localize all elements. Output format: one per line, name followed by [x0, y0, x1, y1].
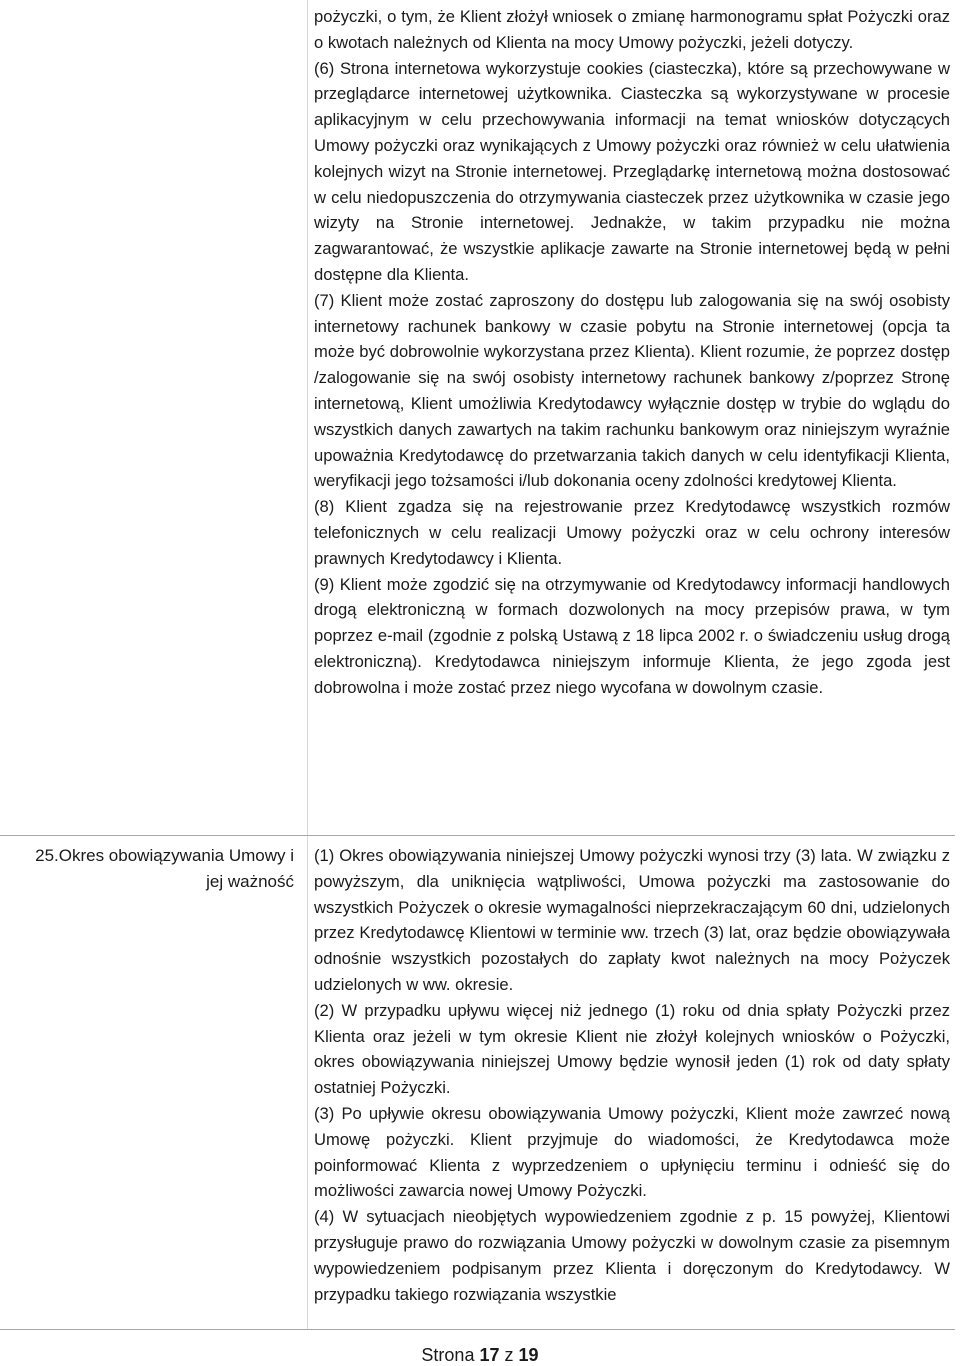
paragraph: pożyczki, o tym, że Klient złożył wniosek o zmianę harmonogramu spłat Pożyczki oraz o kwotach należnych od Klienta na mocy Umowy pożyczki, jeżeli dotyczy. — [314, 7, 950, 52]
page-separator: z — [504, 1345, 514, 1365]
section-heading — [14, 843, 294, 895]
continued-section-text — [314, 4, 950, 701]
current-page: 17 — [479, 1345, 500, 1365]
column-divider — [307, 0, 308, 1330]
section-25-text — [314, 843, 950, 1307]
paragraph-bank-access: (7) Klient może zostać zaproszony do dostępu lub zalogowania się na swój osobisty internetowy rachunek bankowy w czasie pobytu na Stronie internetowej (opcja ta może być dobrowolnie wykorzystana przez Klienta). Klient rozumie, że poprzez dostęp /zalogowanie się na swój osobisty internetowy rachunek bankowy z/poprzez Stronę internetową, Klient umożliwia Kredytodawcy wyłącznie dostęp w trybie do wglądu do wszystkich danych zawartych na takim rachunku bankowym oraz niniejszym wyraźnie upoważnia Kredytodawcę do przetwarzania takich danych w celu identyfikacji Klienta, weryfikacji jego tożsamości i/lub dokonania oceny zdolności kredytowej Klienta. — [314, 290, 950, 491]
paragraph-termination: (4) W sytuacjach nieobjętych wypowiedzeniem zgodnie z p. 15 powyżej, Klientowi przysługuje prawo do rozwiązania Umowy pożyczki w dowolnym czasie za pisemnym wypowiedzeniem podpisanym przez Klienta i doręczonym do Kredytodawcy. W przypadku takiego rozwiązania wszystkie — [314, 1207, 950, 1304]
paragraph-new-agreement: (3) Po upływie okresu obowiązywania Umowy pożyczki, Klient może zawrzeć nową Umowę pożyczki. Klient przyjmuje do wiadomości, że Kredytodawca może poinformować Klienta z wyprzedzeniem o upłynięciu terminu i odnieść się do możliwości zawarcia nowej Umowy Pożyczki. — [314, 1103, 950, 1201]
section-number: 25. — [35, 846, 59, 865]
section-divider — [0, 835, 955, 836]
paragraph-call-recording: (8) Klient zgadza się na rejestrowanie przez Kredytodawcę wszystkich rozmów telefonicznych w celu realizacji Umowy pożyczki oraz w celu ochrony interesów prawnych Kredytodawcy i Klienta. — [314, 497, 950, 568]
paragraph-marketing-consent: (9) Klient może zgodzić się na otrzymywanie od Kredytodawcy informacji handlowych drogą elektroniczną w formach dozwolonych na mocy przepisów prawa, w tym poprzez e-mail (zgodnie z polską Ustawą z 18 lipca 2002 r. o świadczeniu usług drogą elektroniczną). Kredytodawca niniejszym informuje Klienta, że jego zgoda jest dobrowolna i może zostać przez niego wycofana w dowolnym czasie. — [314, 574, 950, 697]
paragraph-cookies: (6) Strona internetowa wykorzystuje cookies (ciasteczka), które są przechowywane w przeglądarce internetowej użytkownika. Ciasteczka są wykorzystywane w procesie aplikacyjnym w celu przechowywania informacji na temat wniosków dotyczących Umowy pożyczki oraz wynikających z Umowy pożyczki oraz również w celu ułatwienia kolejnych wizyt na Stronie internetowej. Przeglądarkę internetową można dostosować w celu niedopuszczenia do otrzymywania ciasteczek przez użytkownika w czasie jego wizyty na Stronie internetowej. Jednakże, w takim przypadku nie można zagwarantować, że wszystkie aplikacje zawarte na Stronie internetowej będą w pełni dostępne dla Klienta. — [314, 58, 950, 284]
paragraph-term: (1) Okres obowiązywania niniejszej Umowy pożyczki wynosi trzy (3) lata. W związku z powyższym, dla uniknięcia wątpliwości, Umowa pożyczki ma zastosowanie do wszystkich Pożyczek o okresie wymagalności nieprzekraczającym 60 dni, udzielonych przez Kredytodawcę Klientowi w terminie ww. trzech (3) lat, oraz będzie obowiązywała odnośnie wszystkich pozostałych do zapłaty kwot należnych na mocy Pożyczek udzielonych w ww. okresie. — [314, 846, 950, 994]
page-number — [0, 1344, 960, 1366]
total-pages: 19 — [518, 1345, 539, 1365]
section-title: Okres obowiązywania Umowy i jej ważność — [58, 846, 294, 891]
page-bottom-divider — [0, 1329, 955, 1330]
paragraph-expiry: (2) W przypadku upływu więcej niż jednego (1) roku od dnia spłaty Pożyczki przez Klienta oraz jeżeli w tym okresie Klient nie złożył kolejnych wniosków o Pożyczki, okres obowiązywania niniejszej Umowy będzie wynosił jeden (1) rok od daty spłaty ostatniej Pożyczki. — [314, 1000, 950, 1098]
page-prefix: Strona — [421, 1345, 475, 1365]
